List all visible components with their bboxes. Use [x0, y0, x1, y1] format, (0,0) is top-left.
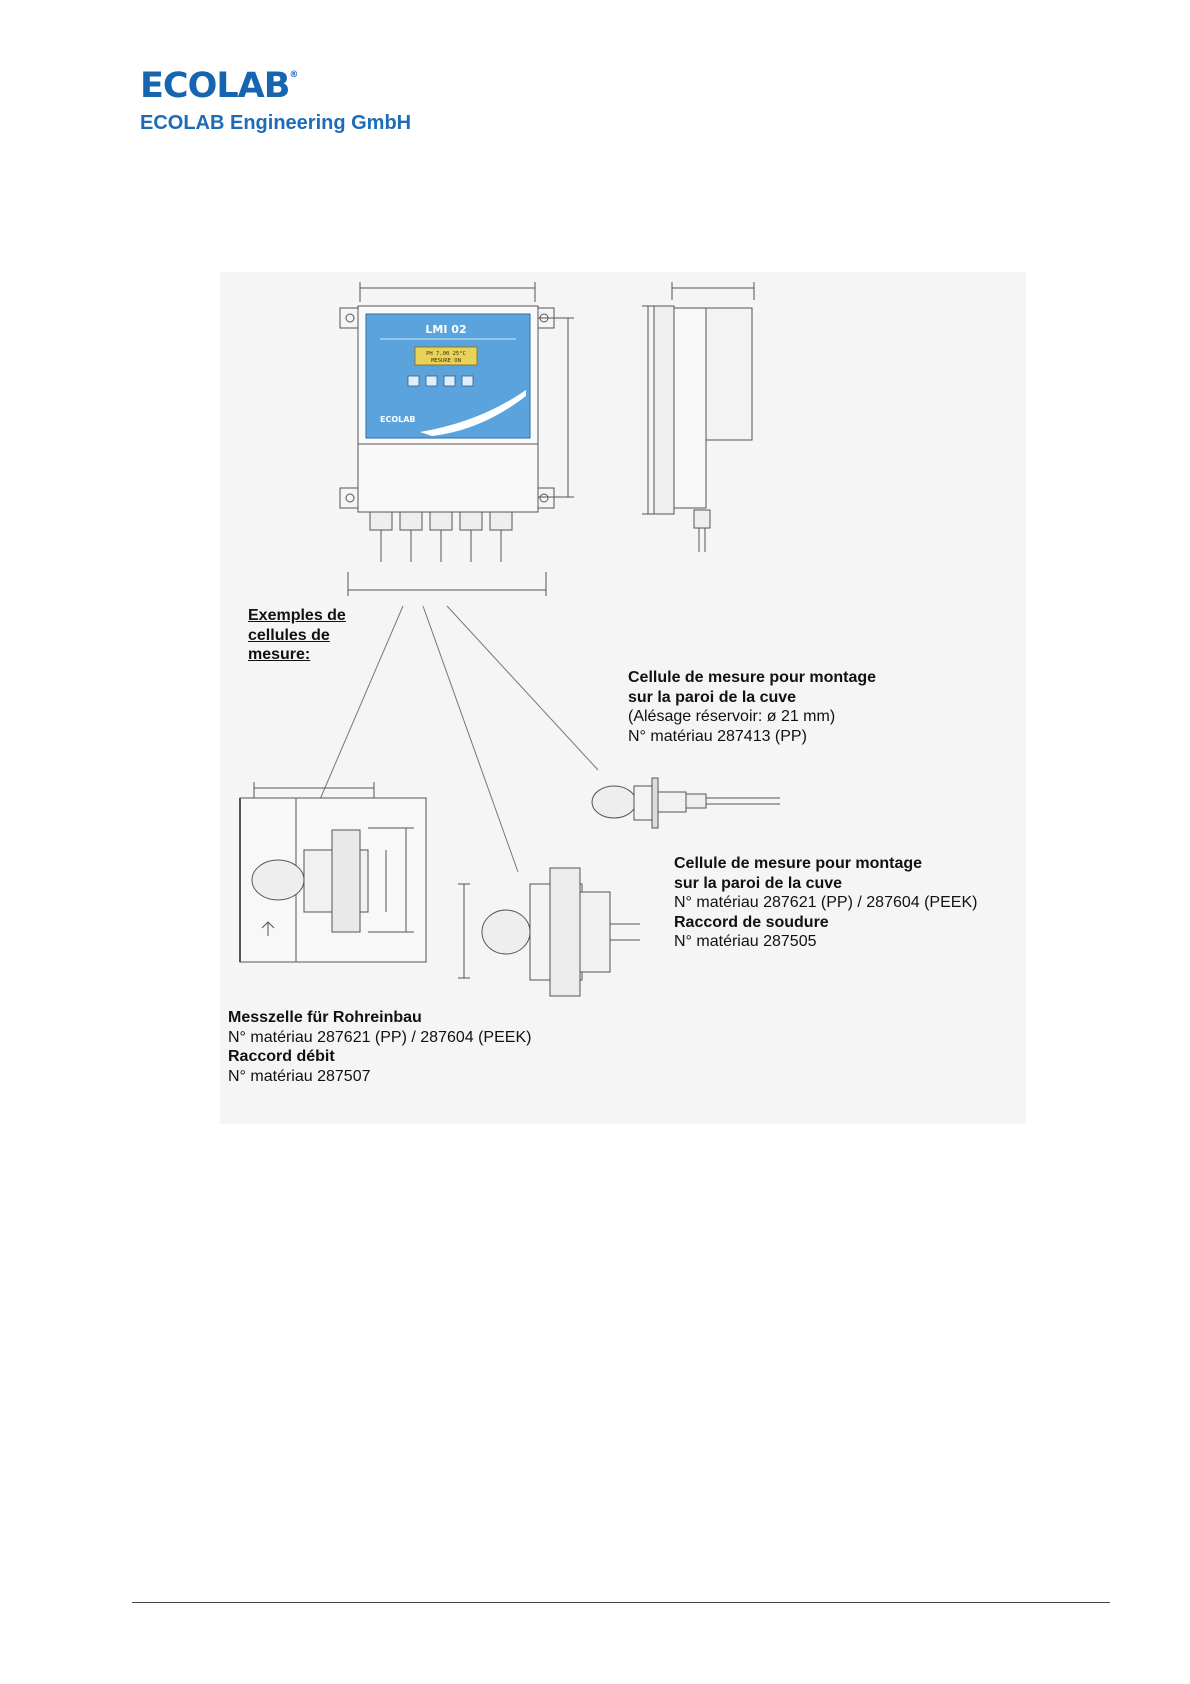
cell-wall-large-caption	[674, 854, 977, 952]
cell-wall-small-drawing	[592, 778, 780, 828]
ecolab-logo	[140, 66, 297, 106]
cell-wall-large-fitting-material: N° matériau 287505	[674, 933, 817, 950]
cell-pipe-fitting: Raccord débit	[228, 1048, 335, 1065]
cell-wall-large-drawing	[458, 868, 640, 996]
cell-wall-small-material: N° matériau 287413 (PP)	[628, 727, 807, 745]
drawing-svg	[220, 272, 1026, 1124]
cell-pipe-title: Messzelle für Rohreinbau	[228, 1009, 422, 1026]
footer-rule	[132, 1602, 1110, 1603]
examples-heading-line3: mesure:	[248, 646, 311, 663]
company-name: ECOLAB Engineering GmbH	[140, 112, 412, 134]
examples-heading	[248, 606, 346, 665]
cell-pipe-caption	[228, 1008, 531, 1086]
key-esc	[408, 376, 419, 386]
cell-pipe-material: N° matériau 287621 (PP) / 287604 (PEEK)	[228, 1028, 532, 1046]
cell-wall-large-material: N° matériau 287621 (PP) / 287604 (PEEK)	[674, 894, 978, 911]
key-down	[444, 376, 455, 386]
cable-glands	[370, 512, 512, 562]
cell-wall-large-fitting: Raccord de soudure	[674, 913, 829, 931]
side-view	[642, 282, 754, 552]
lcd-line-1: PH 7,00 25°C	[426, 351, 466, 357]
key-enter	[462, 376, 473, 386]
cell-wall-small-caption	[628, 668, 876, 746]
cell-wall-small-bore: (Alésage réservoir: ø 21 mm)	[628, 708, 836, 725]
logo-text: ECOLAB	[140, 66, 290, 106]
examples-heading-line1: Exemples de	[248, 607, 346, 624]
lcd-line-2: MESURE ON	[431, 358, 461, 364]
examples-heading-line2: cellules de	[248, 626, 330, 644]
panel-brand: ECOLAB	[380, 415, 416, 424]
panel-title: LMI 02	[425, 323, 467, 336]
cell-pipe-drawing	[240, 782, 426, 962]
technical-drawing	[220, 272, 1026, 1124]
cell-wall-large-title-1: Cellule de mesure pour montage	[674, 855, 923, 872]
cell-wall-small-title-1: Cellule de mesure pour montage	[628, 669, 877, 686]
key-up	[426, 376, 437, 386]
registered-mark: ®	[289, 70, 298, 80]
cell-wall-large-title-2: sur la paroi de la cuve	[674, 874, 843, 892]
cell-pipe-fitting-material: N° matériau 287507	[228, 1067, 371, 1085]
cell-wall-small-title-2: sur la paroi de la cuve	[628, 688, 797, 706]
